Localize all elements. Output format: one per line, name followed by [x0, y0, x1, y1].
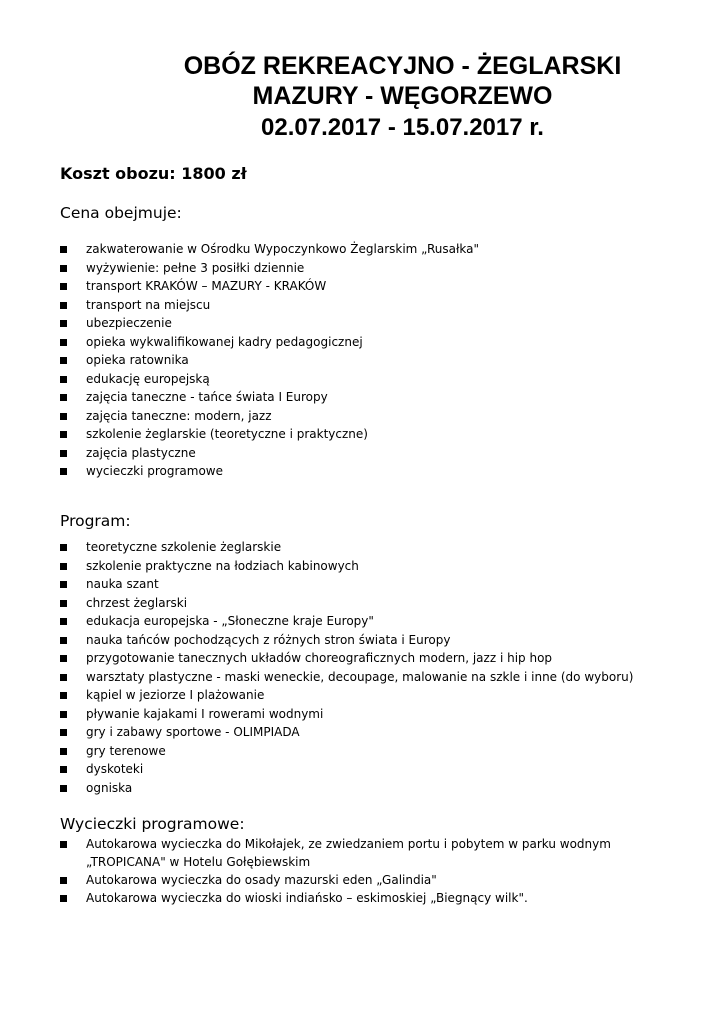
list-item: [60, 351, 479, 370]
square-bullet-icon: [60, 674, 67, 681]
list-item-text: gry i zabawy sportowe - OLIMPIADA: [86, 725, 300, 739]
list-item: [60, 277, 479, 296]
list-item-text: chrzest żeglarski: [86, 595, 188, 610]
list-item-text: ubezpieczenie: [86, 316, 172, 330]
list-item-text: edukacja europejska - „Słoneczne kraje Europy": [86, 614, 374, 628]
list-item-text: Autokarowa wycieczka do osady mazurski eden „Galindia": [86, 873, 437, 887]
list-item: [60, 538, 633, 557]
square-bullet-icon: [60, 655, 67, 662]
trips-heading: Wycieczki programowe:: [60, 815, 245, 833]
list-item-text: przygotowanie tanecznych układów choreograficznych modern, jazz i hip hop: [86, 651, 553, 665]
title-line-1: OBÓZ REKREACYJNO - ŻEGLARSKI: [183, 52, 622, 80]
square-bullet-icon: [60, 581, 67, 588]
square-bullet-icon: [60, 246, 67, 253]
list-item-text: wyżywienie: pełne 3 posiłki dziennie: [86, 260, 305, 275]
list-item: [60, 835, 656, 871]
list-item-text: Autokarowa wycieczka do wioski indiańsko – eskimoskiej „Biegnący wilk".: [86, 891, 528, 905]
square-bullet-icon: [60, 748, 67, 755]
list-item: [60, 557, 633, 576]
list-item-text: zakwaterowanie w Ośrodku Wypoczynkowo Żeglarskim „Rusałka": [86, 242, 479, 256]
square-bullet-icon: [60, 785, 67, 792]
list-item: [60, 649, 633, 668]
list-item: [60, 889, 656, 907]
list-item: [60, 296, 479, 315]
square-bullet-icon: [60, 302, 67, 309]
trips-list: [60, 835, 656, 907]
list-item-text: szkolenie żeglarskie (teoretyczne i praktyczne): [86, 427, 368, 441]
list-item: [60, 871, 656, 889]
list-item: [60, 668, 633, 687]
square-bullet-icon: [60, 468, 67, 475]
list-item-text: zajęcia plastyczne: [86, 445, 196, 460]
list-item-text: teoretyczne szkolenie żeglarskie: [86, 540, 282, 554]
list-item: [60, 686, 633, 705]
square-bullet-icon: [60, 265, 67, 272]
square-bullet-icon: [60, 877, 67, 884]
list-item: [60, 444, 479, 463]
list-item-text: dyskoteki: [86, 762, 144, 776]
list-item-text: wycieczki programowe: [86, 464, 223, 478]
list-item-text: opieka wykwalifikowanej kadry pedagogicznej: [86, 334, 363, 349]
square-bullet-icon: [60, 711, 67, 718]
includes-heading: Cena obejmuje:: [60, 204, 182, 222]
includes-list: [60, 240, 479, 481]
list-item-text: zajęcia taneczne: modern, jazz: [86, 408, 272, 423]
square-bullet-icon: [60, 413, 67, 420]
list-item-text: edukację europejską: [86, 371, 210, 386]
square-bullet-icon: [60, 357, 67, 364]
list-item-text: transport KRAKÓW – MAZURY - KRAKÓW: [86, 279, 327, 293]
square-bullet-icon: [60, 618, 67, 625]
list-item: [60, 760, 633, 779]
list-item: [60, 388, 479, 407]
square-bullet-icon: [60, 376, 67, 383]
list-item-text: szkolenie praktyczne na łodziach kabinowych: [86, 558, 359, 573]
list-item: [60, 240, 479, 259]
list-item: [60, 723, 633, 742]
program-list: [60, 538, 633, 797]
list-item: [60, 612, 633, 631]
list-item: [60, 705, 633, 724]
title-line-2: MAZURY - WĘGORZEWO: [252, 82, 553, 110]
title-dates: 02.07.2017 - 15.07.2017 r.: [261, 114, 544, 141]
list-item: [60, 333, 479, 352]
square-bullet-icon: [60, 339, 67, 346]
square-bullet-icon: [60, 729, 67, 736]
square-bullet-icon: [60, 766, 67, 773]
list-item: [60, 370, 479, 389]
list-item: [60, 742, 633, 761]
list-item: [60, 407, 479, 426]
list-item: [60, 779, 633, 798]
list-item: [60, 594, 633, 613]
square-bullet-icon: [60, 394, 67, 401]
square-bullet-icon: [60, 563, 67, 570]
camp-cost: Koszt obozu: 1800 zł: [60, 164, 247, 183]
list-item-text: nauka tańców pochodzących z różnych stron świata i Europy: [86, 632, 451, 647]
list-item-text: warsztaty plastyczne - maski weneckie, decoupage, malowanie na szkle i inne (do wyboru): [86, 669, 634, 684]
list-item: [60, 259, 479, 278]
square-bullet-icon: [60, 283, 67, 290]
square-bullet-icon: [60, 692, 67, 699]
square-bullet-icon: [60, 450, 67, 457]
list-item: [60, 314, 479, 333]
square-bullet-icon: [60, 431, 67, 438]
list-item-text: opieka ratownika: [86, 353, 189, 367]
list-item-text: kąpiel w jeziorze I plażowanie: [86, 688, 265, 702]
list-item: [60, 425, 479, 444]
list-item: [60, 462, 479, 481]
list-item: [60, 575, 633, 594]
list-item-text: pływanie kajakami I rowerami wodnymi: [86, 706, 324, 721]
list-item-text: gry terenowe: [86, 743, 166, 758]
list-item: [60, 631, 633, 650]
square-bullet-icon: [60, 895, 67, 902]
square-bullet-icon: [60, 841, 67, 848]
square-bullet-icon: [60, 600, 67, 607]
list-item-text: transport na miejscu: [86, 297, 211, 312]
list-item-text: nauka szant: [86, 577, 159, 591]
program-heading: Program:: [60, 512, 131, 530]
list-item-text: Autokarowa wycieczka do Mikołajek, ze zwiedzaniem portu i pobytem w parku wodnym „TROPICANA" w Hotelu Gołębiewskim: [86, 837, 611, 869]
list-item-text: ogniska: [86, 780, 133, 795]
square-bullet-icon: [60, 637, 67, 644]
square-bullet-icon: [60, 544, 67, 551]
list-item-text: zajęcia taneczne - tańce świata I Europy: [86, 390, 328, 404]
square-bullet-icon: [60, 320, 67, 327]
